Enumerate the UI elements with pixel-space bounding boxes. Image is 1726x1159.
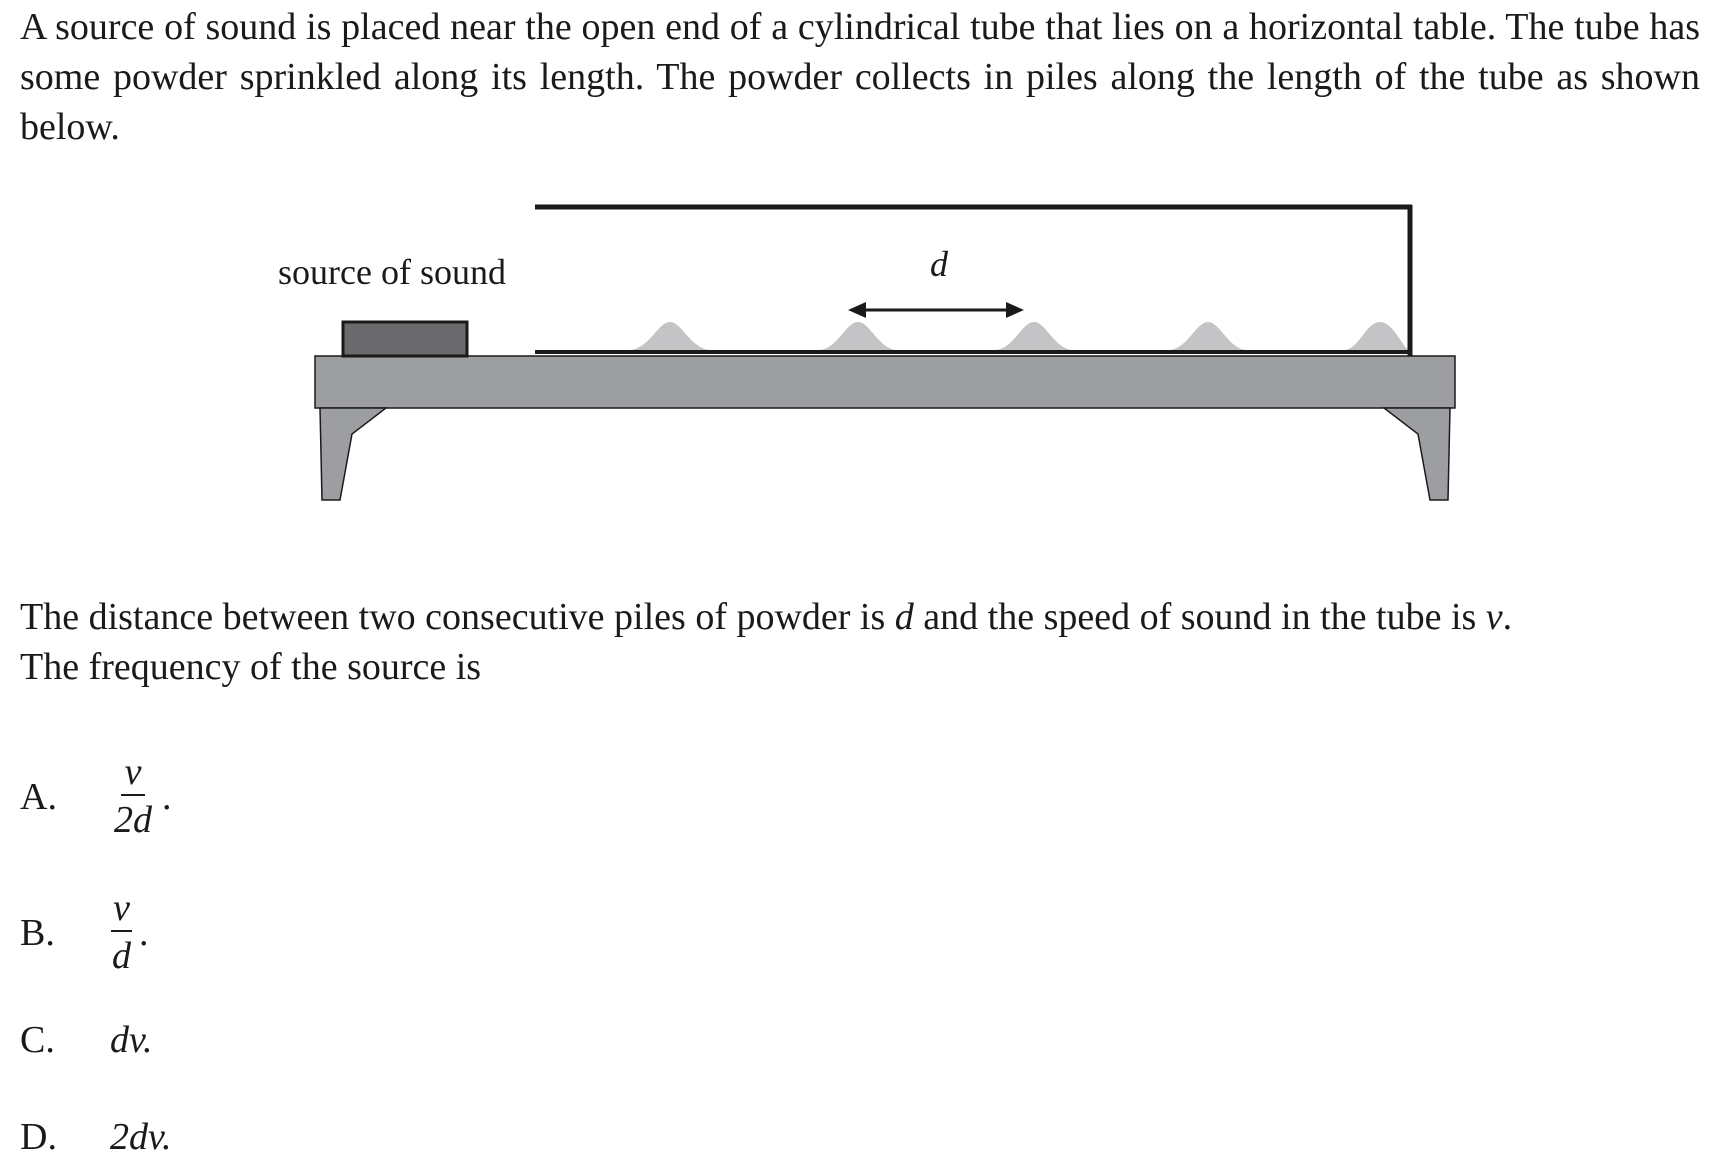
option-d-letter: D. — [20, 1116, 57, 1158]
table-leg-left — [320, 408, 386, 500]
table-leg-right — [1384, 408, 1450, 500]
tube-diagram-svg — [0, 190, 1726, 520]
option-d-expression: 2dv. — [110, 1116, 172, 1158]
option-a[interactable] — [20, 752, 172, 842]
prompt-text-line2: The frequency of the source is — [20, 646, 482, 688]
option-b[interactable] — [20, 888, 149, 978]
option-b-period: . — [139, 912, 149, 954]
option-a-letter: A. — [20, 776, 57, 818]
option-c[interactable] — [20, 1018, 153, 1062]
powder-layer — [578, 322, 1408, 353]
option-b-letter: B. — [20, 912, 55, 954]
option-a-fraction — [110, 752, 156, 842]
sound-source-box — [343, 322, 467, 356]
option-a-denominator: 2d — [114, 799, 152, 841]
prompt-text-3: . — [1502, 596, 1513, 638]
prompt-variable-d: d — [894, 596, 914, 638]
prompt-text-1: The distance between two consecutive piles of powder is — [20, 596, 895, 638]
source-label: source of sound — [278, 252, 506, 292]
distance-arrow-right-head — [1006, 302, 1024, 318]
prompt-variable-v: v — [1485, 596, 1503, 638]
question-prompt — [20, 592, 1700, 692]
option-a-numerator: v — [121, 752, 146, 796]
tube-diagram — [0, 190, 1726, 525]
question-stem: A source of sound is placed near the open end of a cylindrical tube that lies on a horizontal table. The tube has some powder sprinkled along its length. The powder collects in piles along the length of the tube as shown below. — [20, 6, 1700, 148]
option-a-period: . — [162, 776, 172, 818]
option-d[interactable] — [20, 1115, 172, 1159]
distance-arrow-left-head — [848, 302, 866, 318]
prompt-text-2: and the speed of sound in the tube is — [913, 596, 1486, 638]
distance-label: d — [930, 244, 948, 284]
option-c-expression: dv. — [110, 1019, 153, 1061]
option-c-letter: C. — [20, 1019, 55, 1061]
table-top — [315, 356, 1455, 408]
option-b-denominator: d — [112, 935, 131, 977]
option-b-fraction — [110, 888, 133, 978]
option-b-numerator: v — [111, 888, 132, 932]
